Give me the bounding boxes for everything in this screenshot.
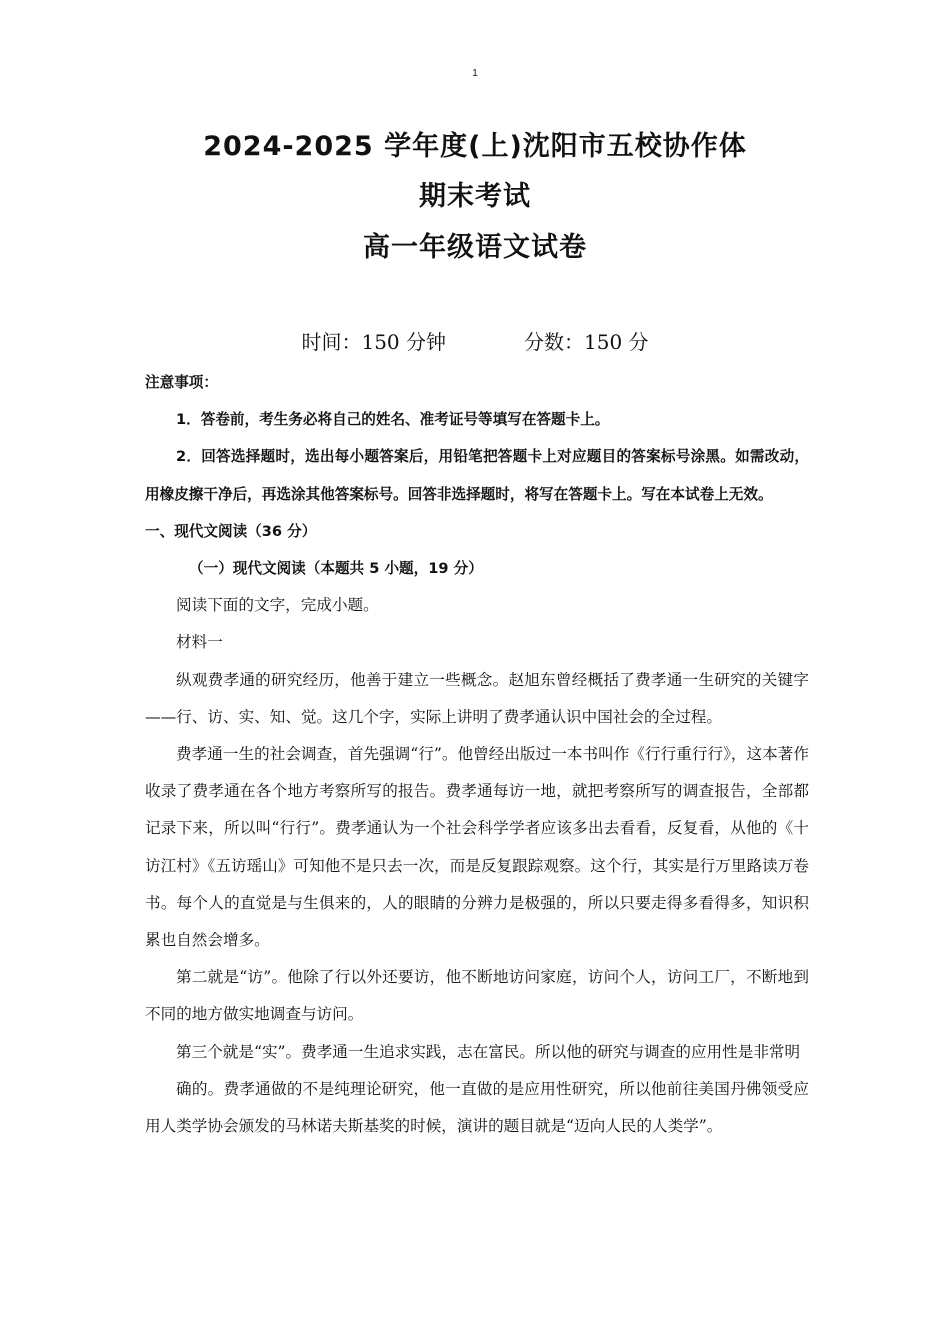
- reading-instruction: 阅读下面的文字，完成小题。: [176, 596, 379, 615]
- material-label: 材料一: [176, 633, 223, 652]
- document-body: [145, 364, 809, 1145]
- paragraph: 第三个就是“实”。费孝通一生追求实践，志在富民。所以他的研究与调查的应用性是非常明: [176, 1042, 801, 1061]
- paragraph: 纵观费孝通的研究经历，他善于建立一些概念。赵旭东曾经概括了费孝通一生研究的关键字——行、访、实、知、觉。这几个字，实际上讲明了费孝通认识中国社会的全过程。: [145, 670, 809, 726]
- notice-item-2: 2．回答选择题时，选出每小题答案后，用铅笔把答题卡上对应题目的答案标号涂黑。如需改动，用橡皮擦干净后，再选涂其他答案标号。回答非选择题时，将写在答题卡上。写在本试卷上无效。: [145, 448, 809, 503]
- page-number: 1: [472, 68, 478, 79]
- notice-item-1: 1．答卷前，考生务必将自己的姓名、准考证号等填写在答题卡上。: [176, 411, 610, 429]
- exam-time: 时间：150 分钟: [301, 330, 446, 354]
- section-heading: 一、现代文阅读（36 分）: [145, 522, 317, 540]
- title-line-1: 2024-2025 学年度(上)沈阳市五校协作体: [203, 131, 747, 162]
- paragraph: 第二就是“访”。他除了行以外还要访，他不断地访问家庭，访问个人，访问工厂，不断地到不同的地方做实地调查与访问。: [145, 968, 809, 1024]
- section-subheading: （一）现代文阅读（本题共 5 小题，19 分）: [189, 560, 483, 578]
- exam-meta: [0, 326, 950, 355]
- title-line-2: 期末考试: [419, 181, 531, 212]
- paragraph: 费孝通一生的社会调查，首先强调“行”。他曾经出版过一本书叫作《行行重行行》，这本著作收录了费孝通在各个地方考察所写的报告。费孝通每访一地，就把考察所写的调查报告，全部都记录下来，所以叫“行行”。费孝通认为一个社会科学学者应该多出去看看，反复看，从他的《十访江村》《五访瑶山》可知他不是只去一次，而是反复跟踪观察。这个行，其实是行万里路读万卷书。每个人的直觉是与生俱来的，人的眼睛的分辨力是极强的，所以只要走得多看得多，知识积累也自然会增多。: [145, 745, 809, 950]
- exam-score: 分数：150 分: [524, 330, 649, 354]
- notice-heading: 注意事项：: [145, 374, 218, 391]
- paragraph: 确的。费孝通做的不是纯理论研究，他一直做的是应用性研究，所以他前往美国丹佛领受应用人类学协会颁发的马林诺夫斯基奖的时候，演讲的题目就是“迈向人民的人类学”。: [145, 1079, 809, 1136]
- title-line-3: 高一年级语文试卷: [363, 232, 587, 263]
